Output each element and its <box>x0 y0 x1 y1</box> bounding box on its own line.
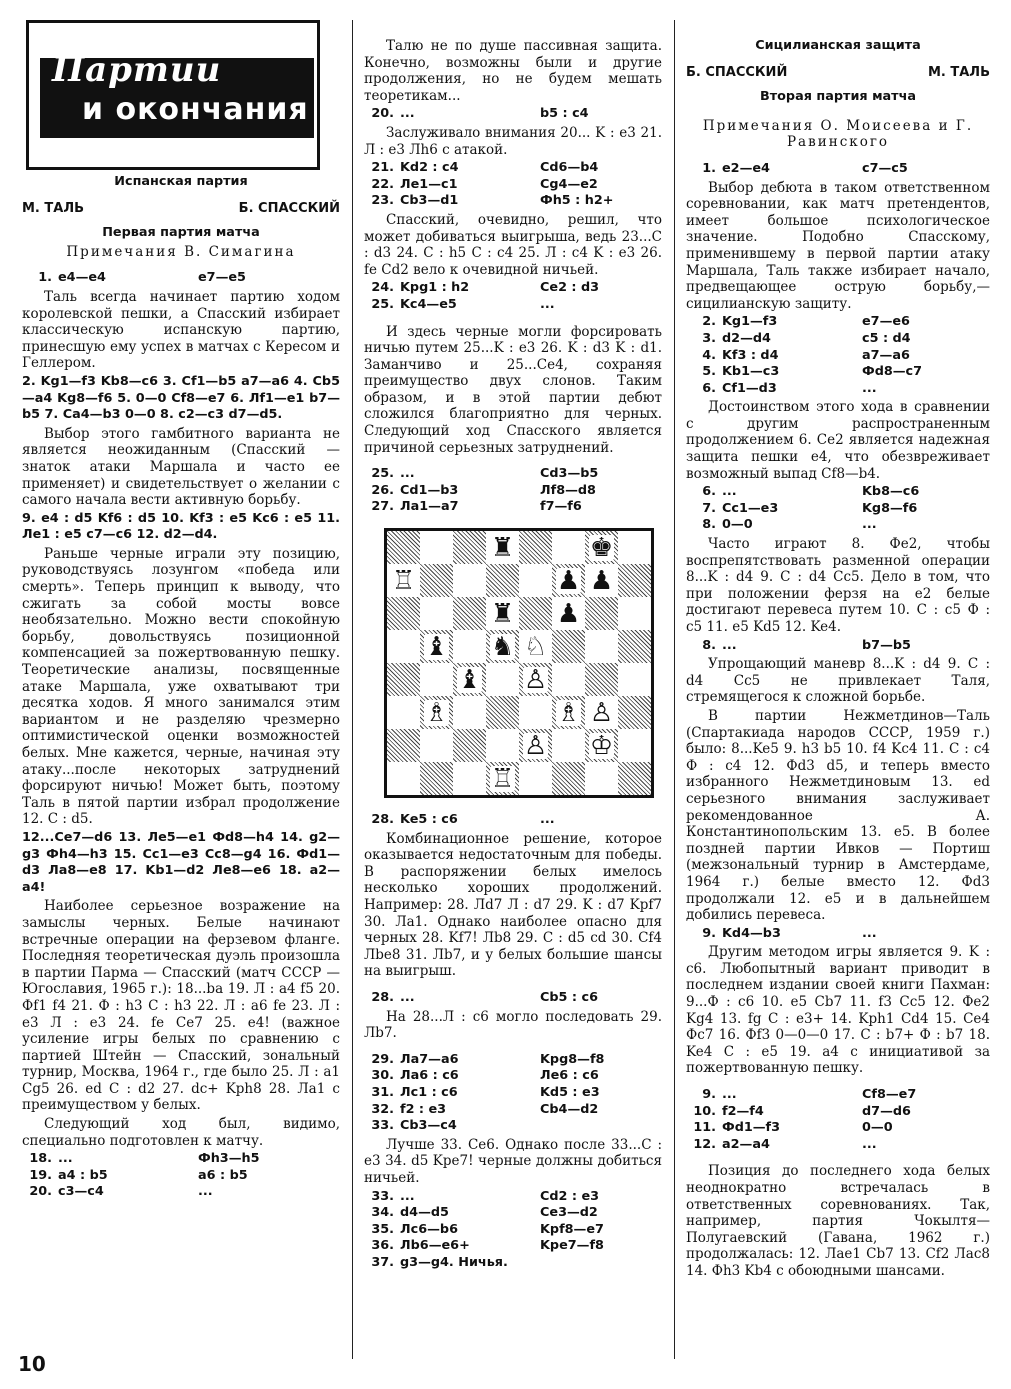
paragraph: На 28...Л : c6 могло последовать 29. Лb7. <box>364 1008 662 1042</box>
chess-piece-icon: ♟ <box>589 565 614 596</box>
board-square <box>453 597 486 630</box>
move-number: 33. <box>371 1118 394 1134</box>
black-move: Фd8—c7 <box>862 364 923 380</box>
move-number: 35. <box>371 1221 394 1237</box>
black-move: b5 : c4 <box>540 106 589 122</box>
chess-piece-icon: ♟ <box>556 598 581 629</box>
move-number: 25. <box>371 466 394 482</box>
chess-piece-icon: ♖ <box>490 763 515 794</box>
chess-piece-icon: ♟ <box>556 565 581 596</box>
white-move: Ла1—a7 <box>400 499 459 515</box>
board-square <box>552 663 585 696</box>
paragraph: Комбинационное решение, которое оказывается недостаточным для победы. В распоряжении белых имелось несколько хороших продолжений. Например: 28. Лd7 Л : d7 29. K : d7 Kpf7 30. Ла1. Однако наиболее опасно для черных 28. Kf7! Лb8 29. C : d5 cd 30. Cf4 Лbe8 31. Лb7, и у белых большие шансы на выигрыш. <box>364 830 662 980</box>
board-square <box>618 663 651 696</box>
move-sequence: 2. Kg1—f3 Kb8—c6 3. Cf1—b5 a7—a6 4. Cb5—a4 Kg8—f6 5. 0—0 Cf8—e7 6. Лf1—e1 b7—b5 7. Ca4—b3 0—0 8. c2—c3 d7—d5. <box>22 373 340 423</box>
black-move: e7—e5 <box>198 270 246 286</box>
black-move: Фh5 : h2+ <box>540 193 614 209</box>
white-move: Ла7—a6 <box>400 1051 459 1067</box>
black-move: ... <box>862 1136 877 1152</box>
board-square <box>552 531 585 564</box>
board-square <box>420 762 453 795</box>
white-move: ... <box>722 484 737 500</box>
white-move: ... <box>722 637 737 653</box>
move-number: 37. <box>371 1254 394 1270</box>
board-square <box>420 564 453 597</box>
white-move: ... <box>400 989 415 1005</box>
black-move: ... <box>862 380 877 396</box>
column-divider <box>352 20 353 1359</box>
board-square <box>552 729 585 762</box>
move-number: 5. <box>702 364 716 380</box>
board-square <box>486 729 519 762</box>
black-move <box>540 1255 662 1272</box>
board-square <box>585 762 618 795</box>
board-square <box>387 630 420 663</box>
move-number: 8. <box>702 637 716 653</box>
white-move: ... <box>58 1151 73 1167</box>
move-number: 28. <box>371 812 394 828</box>
game-title: Вторая партия матча <box>759 89 917 105</box>
board-square <box>453 729 486 762</box>
black-move: a6 : b5 <box>198 1167 248 1183</box>
black-move: Cb5 : c6 <box>540 989 598 1005</box>
move-number: 31. <box>371 1084 394 1100</box>
move-number: 3. <box>702 330 716 346</box>
board-square <box>420 597 453 630</box>
board-square <box>387 729 420 762</box>
move-number: 26. <box>371 482 394 498</box>
move-list <box>364 1052 662 1135</box>
move-list <box>364 1189 662 1272</box>
board-square <box>453 696 486 729</box>
black-move: Ле6 : c6 <box>540 1068 599 1084</box>
chess-piece-icon: ♘ <box>523 631 548 662</box>
paragraph: Лучше 33. Ce6. Однако после 33...C : e3 34. d5 Kpe7! черные должны добиться ничьей. <box>364 1136 662 1186</box>
black-player: Б. СПАССКИЙ <box>238 200 340 216</box>
chess-piece-icon: ♜ <box>490 532 515 563</box>
board-square <box>519 696 552 729</box>
paragraph: В партии Нежметдинов—Таль (Спартакиада народов СССР, 1959 г.) было: 8...Ke5 9. h3 b5 10. f4 Kc4 11. C : c4 Ф : c4 12. Фd3 d5, и теперь вместо избранного Нежметдиновым 13. ed серьезного внимания заслуживает рекомендованное А. Константинопольским 13. e5. В более поздней партии Ивков — Портиш (межзональный турнир в Амстердаме, 1964 г.) белые вместо 12. Фd3 продолжали 12. e5 и в дальнейшем добились перевеса. <box>686 707 990 924</box>
black-move: Cb4—d2 <box>540 1101 599 1117</box>
board-square <box>585 696 618 729</box>
board-square <box>585 531 618 564</box>
chess-piece-icon: ♜ <box>490 598 515 629</box>
white-move: f2—f4 <box>722 1103 764 1119</box>
board-square <box>519 762 552 795</box>
board-square <box>420 531 453 564</box>
board-square <box>486 630 519 663</box>
board-square <box>420 696 453 729</box>
move-number: 36. <box>371 1238 394 1254</box>
board-square <box>585 630 618 663</box>
black-move: ... <box>198 1184 213 1200</box>
header-title-line1: Партии <box>52 50 222 90</box>
players-line <box>686 65 990 82</box>
chess-piece-icon: ♔ <box>589 730 614 761</box>
move-list <box>364 280 662 313</box>
board-square <box>552 597 585 630</box>
column-2 <box>364 36 662 1271</box>
paragraph: Спасский, очевидно, решил, что может добиваться выигрыша, ведь 23...C : d3 24. C : h5 C : c4 25. Л : c4 K : e3 26. fe Cd2 вело к очевидной ничьей. <box>364 211 662 278</box>
move-list <box>686 638 990 655</box>
page-number: 10 <box>18 1352 46 1376</box>
black-move: a7—a6 <box>862 347 910 363</box>
paragraph: Наиболее серьезное возражение на замыслы черных. Белые начинают встречные операции на ферзевом фланге. Последняя теоретическая дуэль произошла в партии Парма — Спасский (матч СССР — Югославия, 1965 г.): 18...ba 19. Л : a4 f5 20. Фf1 f4 21. Ф : h3 C : h3 22. Л : a6 fe 23. Л : e3 Л : e3 24. fe Ce7 25. e4! (важное усиление игры белых по сравнению с партией Штейн — Спасский, зональный турнир, Москва, 1964 г., где было 25. Л : a1 Cg5 26. ed C : d2 27. dc+ Kph8 28. Ла1 с преимуществом у белых. <box>22 898 340 1114</box>
chess-piece-icon: ♞ <box>490 631 515 662</box>
board-square <box>519 663 552 696</box>
white-move: c3—c4 <box>58 1184 104 1200</box>
move-number: 8. <box>702 517 716 533</box>
black-move: b7—b5 <box>862 637 911 653</box>
move-list <box>686 484 990 534</box>
white-move: 0—0 <box>722 517 753 533</box>
move-number: 29. <box>371 1051 394 1067</box>
board-square <box>552 630 585 663</box>
opening-name: Сицилианская защита <box>755 38 921 53</box>
move-number: 30. <box>371 1068 394 1084</box>
move-number: 2. <box>702 314 716 330</box>
white-move: Ла6 : c6 <box>400 1068 459 1084</box>
board-square <box>486 663 519 696</box>
move-sequence: 12...Ce7—d6 13. Ле5—e1 Фd8—h4 14. g2—g3 Фh4—h3 15. Cc1—e3 Cc8—g4 16. Фd1—d3 Ла8—e8 17. Kb1—d2 Ле8—e6 18. a2—a4! <box>22 829 340 895</box>
paragraph: Выбор этого гамбитного варианта не является неожиданным (Спасский — знаток атаки Маршала и часто ее применяет) и свидетельствует о желании с самого начала вести активную борьбу. <box>22 425 340 509</box>
move-number: 7. <box>702 500 716 516</box>
move-list <box>686 1087 990 1153</box>
move-number: 34. <box>371 1205 394 1221</box>
move-number: 27. <box>371 499 394 515</box>
black-move: Kd5 : e3 <box>540 1084 600 1100</box>
white-move: Cb3—c4 <box>400 1118 457 1134</box>
white-move: ... <box>400 466 415 482</box>
black-move: e7—e6 <box>862 314 910 330</box>
white-player: М. ТАЛЬ <box>22 200 85 216</box>
white-move: Kd4—b3 <box>722 925 781 941</box>
column-3 <box>686 36 990 1282</box>
black-move: ... <box>862 925 877 941</box>
chess-piece-icon: ♙ <box>589 697 614 728</box>
board-square <box>486 762 519 795</box>
board-square <box>387 597 420 630</box>
white-move: Ke5 : c6 <box>400 812 458 828</box>
board-square <box>486 531 519 564</box>
move-number: 6. <box>702 380 716 396</box>
move-number: 25. <box>371 296 394 312</box>
board-square <box>585 564 618 597</box>
move-number: 33. <box>371 1188 394 1204</box>
column-1 <box>22 172 340 1201</box>
board-square <box>453 630 486 663</box>
board-square <box>387 531 420 564</box>
board-square <box>453 663 486 696</box>
black-move: ... <box>540 812 555 828</box>
board-square <box>519 597 552 630</box>
black-player: М. ТАЛЬ <box>927 64 990 80</box>
paragraph: Достоинством этого хода в сравнении с другим распространенным продолжением 6. Ce2 является надежная защита пешки e4, что обезвреживает возможный выпад Cf8—b4. <box>686 399 990 482</box>
move-number: 19. <box>29 1167 52 1183</box>
black-move: c5 : d4 <box>862 330 911 346</box>
opening-name: Испанская партия <box>114 174 248 189</box>
white-move: Cd1—b3 <box>400 482 459 498</box>
black-move: Kb8—c6 <box>862 484 920 500</box>
move-number: 10. <box>693 1103 716 1119</box>
annotator: Примечания В. Симагина <box>66 243 296 260</box>
board-square <box>420 630 453 663</box>
board-square <box>519 729 552 762</box>
board-square <box>453 564 486 597</box>
move-list <box>686 314 990 397</box>
board-square <box>453 531 486 564</box>
move-number: 23. <box>371 193 394 209</box>
board-square <box>420 729 453 762</box>
white-move: ... <box>400 1188 415 1204</box>
black-move: Kpg8—f8 <box>540 1051 605 1067</box>
board-square <box>453 762 486 795</box>
black-move: d7—d6 <box>862 1103 911 1119</box>
white-move: Kg1—f3 <box>722 314 778 330</box>
chess-piece-icon: ♝ <box>424 631 449 662</box>
move-list <box>364 990 662 1007</box>
move-number: 9. <box>702 1087 716 1103</box>
move-number: 20. <box>371 106 394 122</box>
chess-piece-icon: ♙ <box>523 730 548 761</box>
move-list <box>364 812 662 829</box>
black-move: ... <box>862 517 877 533</box>
paragraph: Выбор дебюта в таком ответственном соревновании, как матч претендентов, имеет большое психологическое значение. Подобно Спасскому, применившему в первой партии атаку Маршала, Таль также избирает начало, предвещающее острую борьбу,—сицилианскую защиту. <box>686 179 990 312</box>
board-square <box>387 564 420 597</box>
white-move: Kc4—e5 <box>400 296 457 312</box>
white-move: e4—e4 <box>58 270 106 286</box>
move-number: 24. <box>371 280 394 296</box>
paragraph: Позиция до последнего хода белых неоднократно встречалась в ответственных соревнованиях. Так, например, партия Чокылтя—Полугаевский (Гавана, 1962 г.) продолжалась: 12. Лае1 Cb7 13. Cf2 Лас8 14. Фh3 Kb4 с обоюдными шансами. <box>686 1163 990 1279</box>
white-player: Б. СПАССКИЙ <box>686 64 788 80</box>
chess-piece-icon: ♝ <box>457 664 482 695</box>
board-square <box>585 663 618 696</box>
chess-piece-icon: ♗ <box>556 697 581 728</box>
move-sequence: 9. e4 : d5 Kf6 : d5 10. Kf3 : e5 Kc6 : e5 11. Ле1 : e5 c7—c6 12. d2—d4. <box>22 510 340 543</box>
move-number: 28. <box>371 989 394 1005</box>
board-square <box>486 696 519 729</box>
white-move: Cb3—d1 <box>400 193 459 209</box>
section-header <box>22 20 312 170</box>
board-square <box>585 597 618 630</box>
white-move: Kd2 : c4 <box>400 160 459 176</box>
black-move: Ce3—d2 <box>540 1205 598 1221</box>
move-number: 1. <box>702 160 716 176</box>
white-move: Kpg1 : h2 <box>400 280 470 296</box>
white-move: Cf1—d3 <box>722 380 777 396</box>
column-divider <box>674 20 675 1359</box>
board-square <box>618 630 651 663</box>
paragraph: Другим методом игры является 9. K : c6. Любопытный вариант приводит в последнем издании своей книги Пахман: 9...Ф : c6 10. e5 Cb7 11. f3 Cc5 12. Фe2 Kg4 13. fg C : e3+ 14. Kph1 Cd4 15. Ce4 Фc7 16. Фf3 0—0—0 17. C : b7+ Ф : b7 18. Ke4 C : e5 19. a4 с инициативой за пожертвованную пешку. <box>686 944 990 1077</box>
black-move: Cd6—b4 <box>540 160 599 176</box>
black-move: Лf8—d8 <box>540 482 596 498</box>
board-square <box>618 597 651 630</box>
paragraph: Заслуживало внимания 20... K : e3 21. Л : e3 Лh6 с атакой. <box>364 124 662 158</box>
black-move: Kpf8—e7 <box>540 1221 604 1237</box>
move-list <box>686 161 990 178</box>
paragraph: Талю не по душе пассивная защита. Конечно, возможны были и другие продолжения, но не будем мешать теоретикам... <box>364 38 662 104</box>
move-list <box>364 106 662 123</box>
white-move: Kb1—c3 <box>722 364 780 380</box>
board-square <box>387 696 420 729</box>
white-move: ... <box>400 106 415 122</box>
board-square <box>618 564 651 597</box>
paragraph: Таль всегда начинает партию ходом королевской пешки, а Спасский избирает классическую испанскую партию, принесшую ему успех в матчах с Кересом и Геллером. <box>22 288 340 372</box>
move-list <box>22 1151 340 1201</box>
black-move: f7—f6 <box>540 499 582 515</box>
board-square <box>618 531 651 564</box>
move-number: 12. <box>693 1136 716 1152</box>
board-square <box>387 663 420 696</box>
header-title-line2: и окончания <box>82 92 309 127</box>
white-move: e2—e4 <box>722 160 770 176</box>
white-move: Фd1—f3 <box>722 1120 781 1136</box>
move-list <box>364 466 662 516</box>
players-line <box>22 201 340 218</box>
black-move: Фh3—h5 <box>198 1151 260 1167</box>
white-move: ... <box>722 1087 737 1103</box>
white-move: f2 : e3 <box>400 1101 447 1117</box>
black-move: Kpe7—f8 <box>540 1238 604 1254</box>
move-list <box>686 926 990 943</box>
white-move: Cc1—e3 <box>722 500 779 516</box>
black-move <box>540 1118 662 1135</box>
white-move: d2—d4 <box>722 330 771 346</box>
move-number: 20. <box>29 1184 52 1200</box>
chess-piece-icon: ♚ <box>589 532 614 563</box>
board-square <box>618 762 651 795</box>
white-move: g3—g4. Ничья. <box>400 1254 508 1270</box>
board-square <box>420 663 453 696</box>
move-number: 32. <box>371 1101 394 1117</box>
move-number: 9. <box>702 925 716 941</box>
white-move: Лс1 : c6 <box>400 1084 458 1100</box>
move-number: 4. <box>702 347 716 363</box>
move-number: 21. <box>371 160 394 176</box>
board-square <box>618 696 651 729</box>
board-square <box>519 531 552 564</box>
board-square <box>552 762 585 795</box>
move-number: 1. <box>38 270 52 286</box>
white-move: a4 : b5 <box>58 1167 108 1183</box>
board-square <box>552 564 585 597</box>
move-list <box>364 160 662 210</box>
board-square <box>585 729 618 762</box>
black-move: 0—0 <box>862 1120 893 1136</box>
chess-piece-icon: ♗ <box>424 697 449 728</box>
black-move: c7—c5 <box>862 160 908 176</box>
white-move: Ле1—c1 <box>400 176 458 192</box>
black-move: Cf8—e7 <box>862 1087 917 1103</box>
black-move: Cd2 : e3 <box>540 1188 600 1204</box>
paragraph: Часто играют 8. Фe2, чтобы воспрепятствовать разменной операции 8...K : d4 9. C : d4 Cc5. Дело в том, что при положении ферзя на e2 белые достигают перевеса путем 10. C : c5 Ф : c5 11. e5 Kd5 12. Ke4. <box>686 536 990 635</box>
chess-diagram <box>384 528 654 798</box>
move-number: 11. <box>693 1120 716 1136</box>
paragraph: Упрощающий маневр 8...K : d4 9. C : d4 Cc5 не привлекает Таля, стремящегося к сложной борьбе. <box>686 656 990 706</box>
board-square <box>387 762 420 795</box>
black-move: ... <box>540 296 555 312</box>
paragraph: Следующий ход был, видимо, специально подготовлен к матчу. <box>22 1116 340 1149</box>
white-move: Лb6—e6+ <box>400 1238 470 1254</box>
paragraph: Раньше черные играли эту позицию, руководствуясь лозунгом «победа или смерть». Теперь принцип к выводу, что сжигать за собой мосты вовсе необязательно. Можно вести спокойную борьбу, довольствуясь позиционной компенсацией за пожертвованную пешку. Теоретические анализы, посвященные атаке Маршала, уже охватывают три десятка ходов. Я много занимался этим вариантом и не разделяю чрезмерно оптимистической оценки возможностей белых. Мне кажется, черные, начиная эту атаку...после некоторых затруднений форсируют ничью! Может быть, поэтому Таль в пятой партии избрал продолжение 12. C : d5. <box>22 545 340 828</box>
white-move: Лc6—b6 <box>400 1221 458 1237</box>
paragraph: И здесь черные могли форсировать ничью путем 25...K : e3 26. K : d3 K : d1. Заманчиво и 25...Ce4, сохраняя преимущество двух слонов. Таким образом, и в этой партии дебют сложился благоприятно для черных. Следующий ход Спасского является причиной серьезных затруднений. <box>364 323 662 456</box>
board-square <box>552 696 585 729</box>
white-move: d4—d5 <box>400 1205 449 1221</box>
white-move: a2—a4 <box>722 1136 770 1152</box>
chess-piece-icon: ♙ <box>523 664 548 695</box>
chess-piece-icon: ♖ <box>391 565 416 596</box>
move-list <box>22 270 340 287</box>
black-move: Kg8—f6 <box>862 500 918 516</box>
move-number: 6. <box>702 484 716 500</box>
white-move: Kf3 : d4 <box>722 347 779 363</box>
board-square <box>486 564 519 597</box>
black-move: Cg4—e2 <box>540 176 598 192</box>
move-number: 18. <box>29 1151 52 1167</box>
game-title: Первая партия матча <box>102 225 260 241</box>
board-square <box>519 630 552 663</box>
black-move: Cd3—b5 <box>540 466 599 482</box>
move-number: 22. <box>371 176 394 192</box>
black-move: Ce2 : d3 <box>540 280 600 296</box>
board-square <box>618 729 651 762</box>
board-square <box>519 564 552 597</box>
annotator: Примечания О. Моисеева и Г. Равинского <box>702 117 974 151</box>
board-square <box>486 597 519 630</box>
